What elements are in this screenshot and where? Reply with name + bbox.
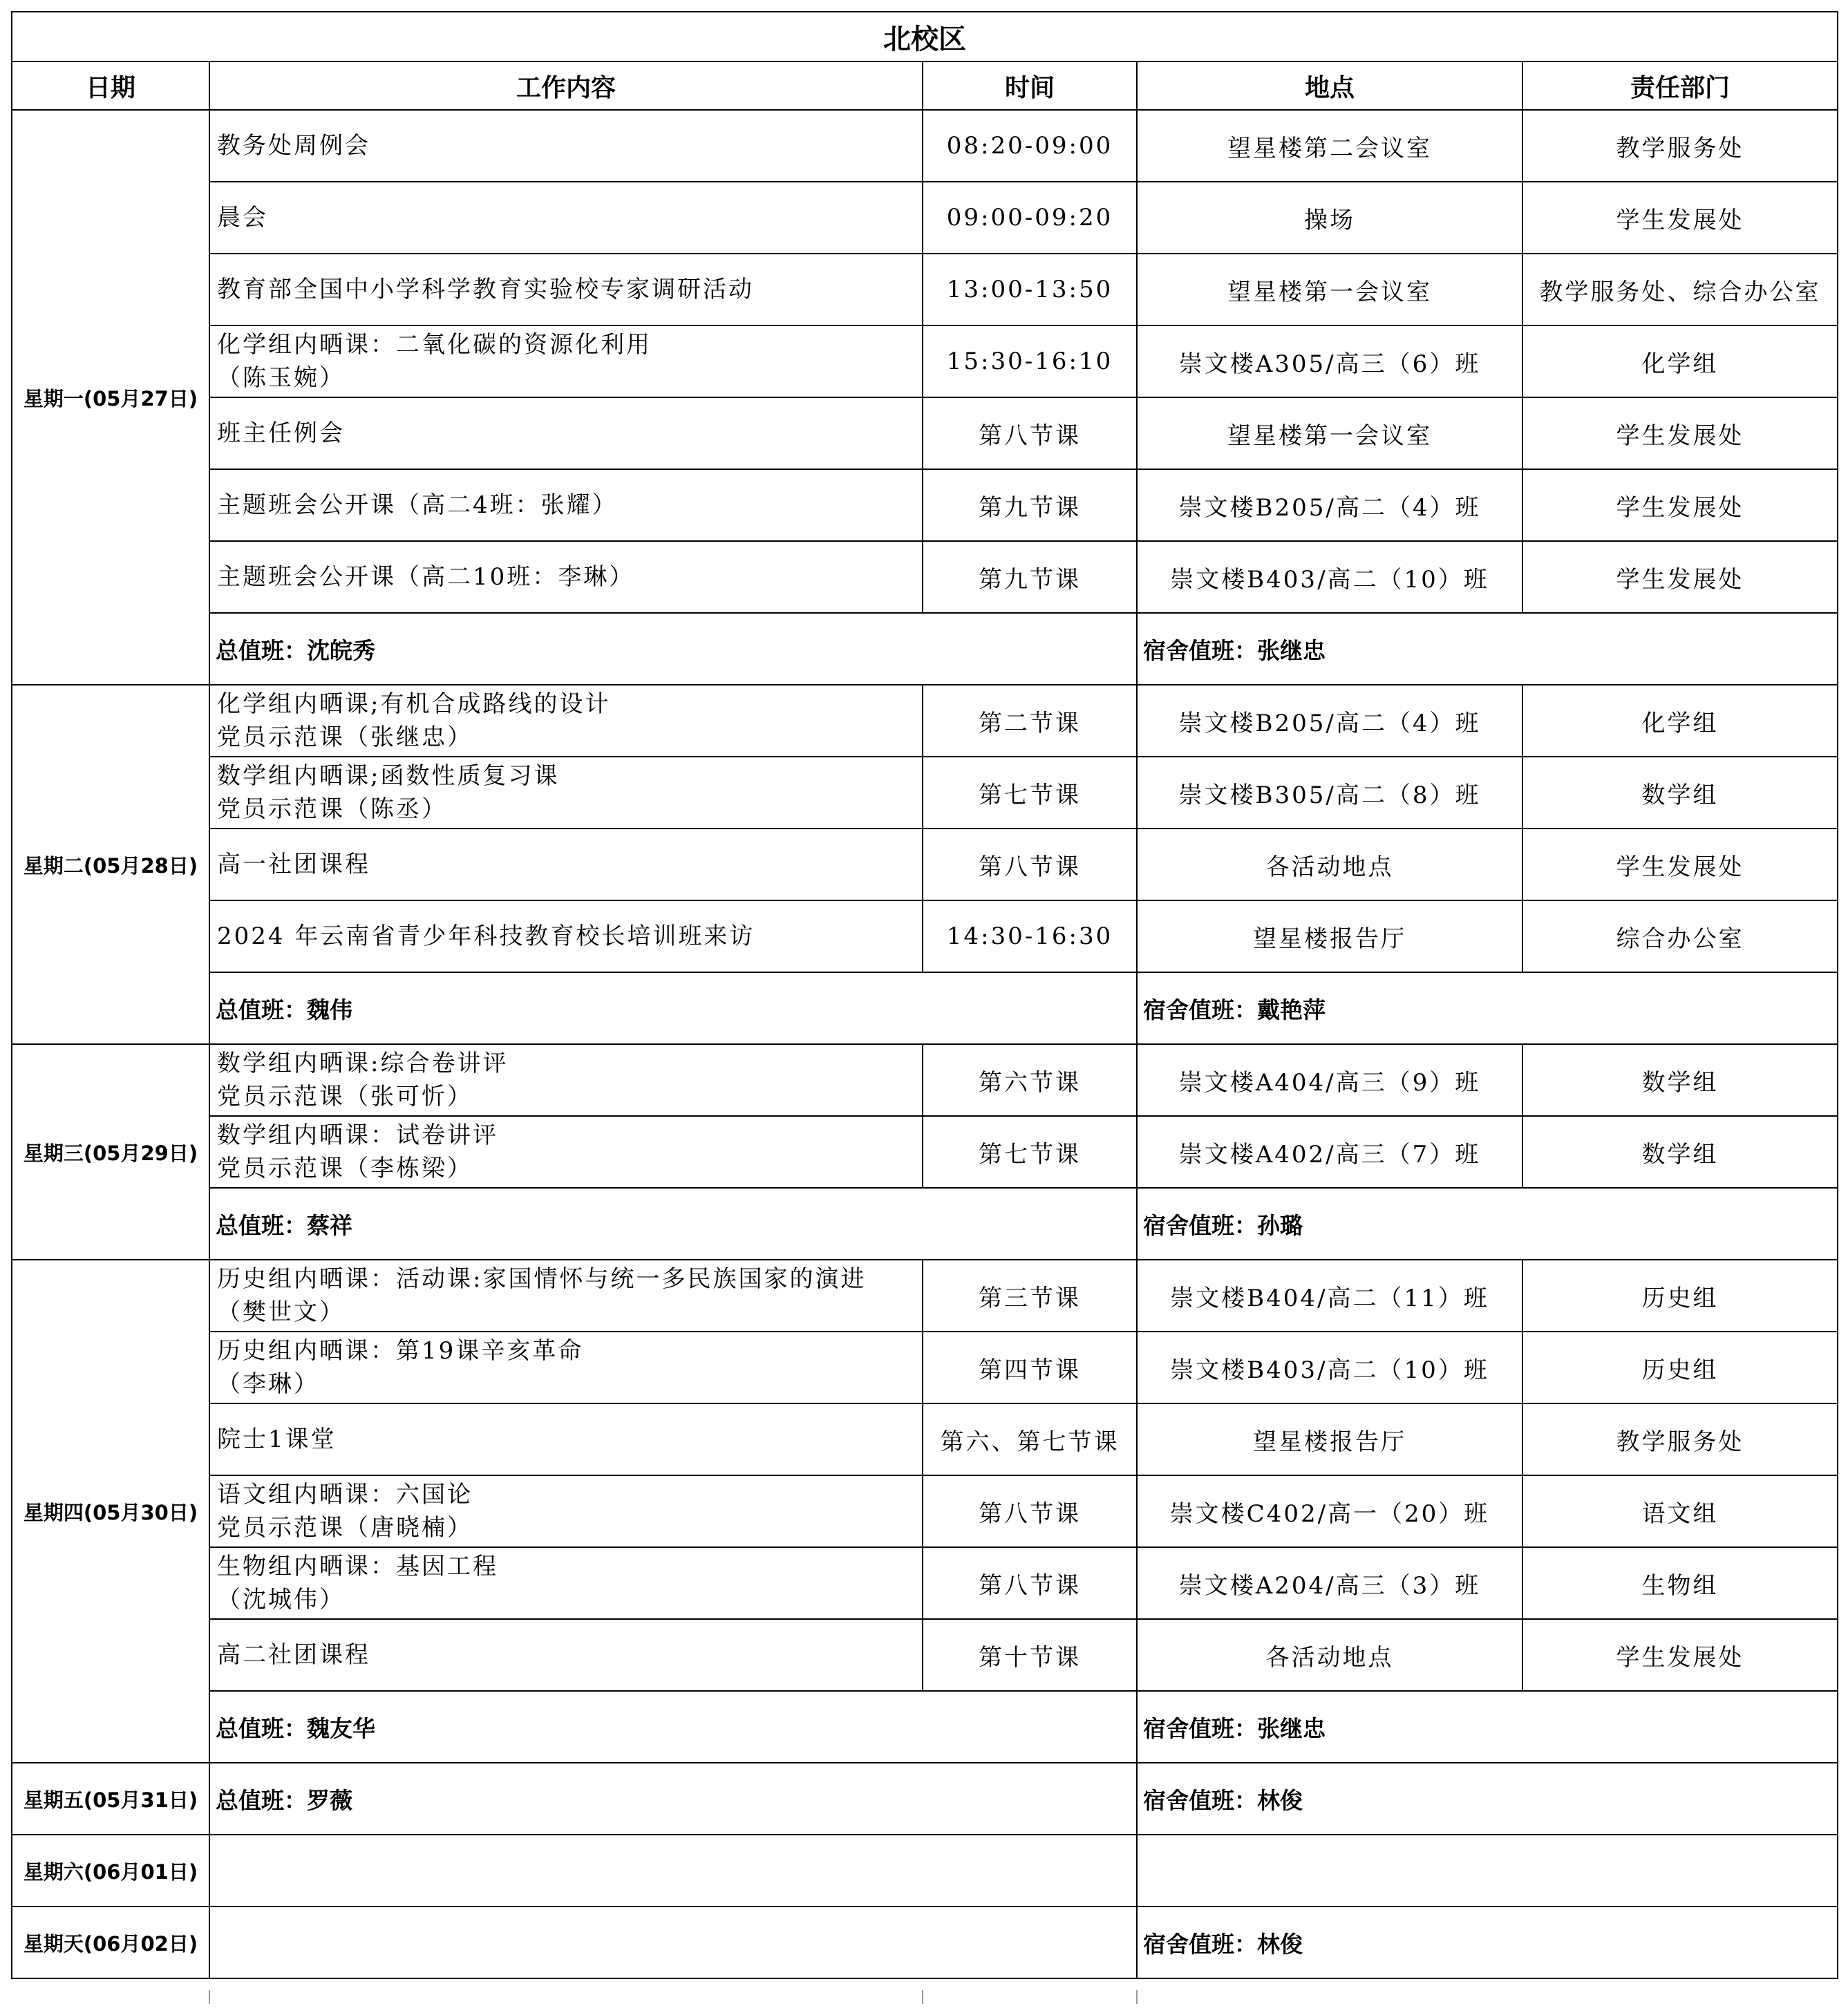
event-content-line: 化学组内晒课：二氧化碳的资源化利用 (217, 331, 652, 359)
event-content-line: 语文组内晒课：六国论 (217, 1481, 473, 1508)
event-place: 望星楼第一会议室 (1137, 254, 1522, 325)
event-time: 13:00-13:50 (923, 254, 1137, 325)
duty-row (12, 972, 1838, 1044)
duty-row (12, 1907, 1838, 1978)
dorm-duty-cell (1137, 1907, 1838, 1978)
event-dept: 历史组 (1522, 1332, 1838, 1403)
event-dept: 教学服务处、综合办公室 (1522, 254, 1838, 325)
general-duty-name: 魏友华 (307, 1714, 375, 1742)
event-place: 崇文楼A204/高三（3）班 (1137, 1547, 1522, 1619)
event-place: 崇文楼A305/高三（6）班 (1137, 325, 1522, 397)
general-duty-name: 蔡祥 (307, 1211, 352, 1239)
event-dept: 化学组 (1522, 325, 1838, 397)
event-place: 操场 (1137, 182, 1522, 254)
dorm-duty-label: 宿舍值班： (1143, 636, 1257, 664)
event-dept: 教学服务处 (1522, 110, 1838, 182)
event-dept: 学生发展处 (1522, 829, 1838, 900)
table-row (12, 182, 1838, 254)
general-duty-name: 沈皖秀 (307, 636, 375, 664)
event-content (209, 1475, 923, 1547)
general-duty-label: 总值班： (216, 636, 307, 664)
dorm-duty-name: 张继忠 (1257, 1714, 1326, 1742)
dorm-duty-cell (1137, 972, 1838, 1044)
event-dept: 数学组 (1522, 757, 1838, 829)
event-content-line: 党员示范课（陈丞） (217, 795, 447, 823)
event-place: 各活动地点 (1137, 1619, 1522, 1691)
general-duty-cell (209, 1691, 1137, 1763)
dorm-duty-label: 宿舍值班： (1143, 1211, 1257, 1239)
event-place: 望星楼第一会议室 (1137, 397, 1522, 469)
event-dept: 数学组 (1522, 1044, 1838, 1116)
event-content-line: 历史组内晒课：活动课:家国情怀与统一多民族国家的演进 (217, 1265, 867, 1293)
table-row (12, 1332, 1838, 1403)
event-place: 崇文楼B403/高二（10）班 (1137, 541, 1522, 613)
event-content (209, 1332, 923, 1403)
dorm-duty-label: 宿舍值班： (1143, 1930, 1257, 1958)
event-dept: 数学组 (1522, 1116, 1838, 1188)
event-content-line: 党员示范课（张继忠） (217, 723, 473, 751)
dorm-duty-label: 宿舍值班： (1143, 1714, 1257, 1742)
event-time: 第六、第七节课 (923, 1403, 1137, 1475)
event-time: 第三节课 (923, 1260, 1137, 1332)
general-duty-label: 总值班： (216, 1211, 307, 1239)
general-duty-cell (209, 1907, 1137, 1978)
event-place: 望星楼第二会议室 (1137, 110, 1522, 182)
event-time: 第七节课 (923, 1116, 1137, 1188)
event-place: 崇文楼B403/高二（10）班 (1137, 1332, 1522, 1403)
table-row (12, 1116, 1838, 1188)
event-content-line: （樊世文） (217, 1298, 345, 1326)
event-content (209, 254, 923, 325)
general-duty-cell (209, 972, 1137, 1044)
day-label: 星期三(05月29日) (12, 1044, 209, 1260)
general-duty-cell (209, 1763, 1137, 1835)
dorm-duty-name: 林俊 (1257, 1930, 1303, 1958)
table-row (12, 541, 1838, 613)
general-duty-cell (209, 1188, 1137, 1260)
table-row (12, 1403, 1838, 1475)
event-dept: 学生发展处 (1522, 182, 1838, 254)
event-time: 第九节课 (923, 541, 1137, 613)
general-duty-name: 罗薇 (307, 1786, 352, 1814)
dorm-duty-name: 林俊 (1257, 1786, 1303, 1814)
schedule-table (11, 11, 1838, 1979)
event-time: 第七节课 (923, 757, 1137, 829)
day-label: 星期四(05月30日) (12, 1260, 209, 1763)
duty-row (12, 1691, 1838, 1763)
general-duty-label: 总值班： (216, 996, 307, 1023)
table-row (12, 829, 1838, 900)
duty-row (12, 1188, 1838, 1260)
event-dept: 化学组 (1522, 685, 1838, 757)
table-row (12, 1260, 1838, 1332)
event-content-line: 数学组内晒课:综合卷讲评 (217, 1050, 509, 1077)
duty-row (12, 1835, 1838, 1907)
event-place: 崇文楼A402/高三（7）班 (1137, 1116, 1522, 1188)
dorm-duty-cell (1137, 1835, 1838, 1907)
event-time: 第六节课 (923, 1044, 1137, 1116)
event-dept: 历史组 (1522, 1260, 1838, 1332)
event-content-line: 主题班会公开课（高二10班：李琳） (217, 563, 635, 591)
event-time: 第十节课 (923, 1619, 1137, 1691)
dorm-duty-cell (1137, 613, 1838, 685)
event-dept: 学生发展处 (1522, 397, 1838, 469)
event-content (209, 1403, 923, 1475)
table-row (12, 1619, 1838, 1691)
event-content (209, 900, 923, 972)
event-place: 崇文楼B305/高二（8）班 (1137, 757, 1522, 829)
event-content-line: 生物组内晒课：基因工程 (217, 1553, 498, 1580)
event-dept: 教学服务处 (1522, 1403, 1838, 1475)
event-dept: 语文组 (1522, 1475, 1838, 1547)
general-duty-cell (209, 613, 1137, 685)
page-bottom-edge (11, 1990, 1837, 2004)
event-dept: 学生发展处 (1522, 469, 1838, 541)
dorm-duty-cell (1137, 1691, 1838, 1763)
event-time: 09:00-09:20 (923, 182, 1137, 254)
event-content-line: 教务处周例会 (217, 132, 370, 160)
event-content (209, 685, 923, 757)
event-content (209, 469, 923, 541)
event-time: 15:30-16:10 (923, 325, 1137, 397)
event-place: 望星楼报告厅 (1137, 1403, 1522, 1475)
event-content-line: 党员示范课（唐晓楠） (217, 1514, 473, 1542)
dorm-duty-label: 宿舍值班： (1143, 1786, 1257, 1814)
event-content-line: （沈城伟） (217, 1586, 345, 1614)
event-content-line: 党员示范课（张可忻） (217, 1083, 473, 1110)
table-row (12, 1044, 1838, 1116)
general-duty-cell (209, 1835, 1137, 1907)
table-row (12, 685, 1838, 757)
header-place: 地点 (1137, 62, 1522, 110)
event-content-line: 教育部全国中小学科学教育实验校专家调研活动 (217, 276, 754, 303)
event-content-line: 数学组内晒课：试卷讲评 (217, 1122, 498, 1149)
dorm-duty-name: 戴艳萍 (1257, 996, 1326, 1023)
event-time: 第八节课 (923, 1475, 1137, 1547)
event-time: 第八节课 (923, 829, 1137, 900)
event-content (209, 1547, 923, 1619)
general-duty-name: 魏伟 (307, 996, 352, 1023)
event-content (209, 541, 923, 613)
header-content: 工作内容 (209, 62, 923, 110)
table-row (12, 110, 1838, 182)
event-content-line: 党员示范课（李栋梁） (217, 1155, 473, 1182)
table-row (12, 469, 1838, 541)
event-place: 崇文楼B404/高二（11）班 (1137, 1260, 1522, 1332)
day-label: 星期二(05月28日) (12, 685, 209, 1044)
event-content (209, 110, 923, 182)
event-time: 第九节课 (923, 469, 1137, 541)
event-content-line: （陈玉婉） (217, 364, 345, 392)
event-content-line: 晨会 (217, 204, 268, 231)
day-label: 星期天(06月02日) (12, 1907, 209, 1978)
event-time: 第八节课 (923, 397, 1137, 469)
header-dept: 责任部门 (1522, 62, 1838, 110)
dorm-duty-cell (1137, 1188, 1838, 1260)
event-place: 崇文楼B205/高二（4）班 (1137, 469, 1522, 541)
event-place: 崇文楼A404/高三（9）班 (1137, 1044, 1522, 1116)
event-content-line: 班主任例会 (217, 419, 345, 447)
table-row (12, 900, 1838, 972)
event-content (209, 1116, 923, 1188)
table-row (12, 254, 1838, 325)
event-content (209, 182, 923, 254)
event-place: 崇文楼B205/高二（4）班 (1137, 685, 1522, 757)
event-time: 第八节课 (923, 1547, 1137, 1619)
event-time: 第二节课 (923, 685, 1137, 757)
event-content (209, 325, 923, 397)
event-content-line: 历史组内晒课：第19课辛亥革命 (217, 1337, 584, 1365)
event-content-line: 高一社团课程 (217, 851, 370, 878)
event-content (209, 397, 923, 469)
event-dept: 生物组 (1522, 1547, 1838, 1619)
event-time: 第四节课 (923, 1332, 1137, 1403)
event-content-line: 高二社团课程 (217, 1641, 370, 1669)
event-content (209, 1260, 923, 1332)
duty-row (12, 613, 1838, 685)
dorm-duty-name: 张继忠 (1257, 636, 1326, 664)
table-title: 北校区 (12, 12, 1838, 62)
dorm-duty-cell (1137, 1763, 1838, 1835)
header-date: 日期 (12, 62, 209, 110)
event-time: 14:30-16:30 (923, 900, 1137, 972)
event-place: 各活动地点 (1137, 829, 1522, 900)
event-content-line: 院士1课堂 (217, 1426, 337, 1453)
event-content-line: 主题班会公开课（高二4班：张耀） (217, 491, 618, 519)
event-content-line: 化学组内晒课;有机合成路线的设计 (217, 690, 611, 718)
day-label: 星期五(05月31日) (12, 1763, 209, 1835)
event-content (209, 757, 923, 829)
table-row (12, 757, 1838, 829)
dorm-duty-name: 孙璐 (1257, 1211, 1303, 1239)
event-dept: 学生发展处 (1522, 541, 1838, 613)
event-content-line: 数学组内晒课;函数性质复习课 (217, 762, 560, 790)
general-duty-label: 总值班： (216, 1714, 307, 1742)
event-content (209, 1044, 923, 1116)
event-content-line: 2024 年云南省青少年科技教育校长培训班来访 (217, 923, 755, 950)
day-label: 星期六(06月01日) (12, 1835, 209, 1907)
event-place: 望星楼报告厅 (1137, 900, 1522, 972)
event-content (209, 1619, 923, 1691)
table-row (12, 1547, 1838, 1619)
table-row (12, 325, 1838, 397)
day-label: 星期一(05月27日) (12, 110, 209, 685)
table-row (12, 397, 1838, 469)
dorm-duty-label: 宿舍值班： (1143, 996, 1257, 1023)
event-content (209, 829, 923, 900)
table-row (12, 1475, 1838, 1547)
header-time: 时间 (923, 62, 1137, 110)
event-place: 崇文楼C402/高一（20）班 (1137, 1475, 1522, 1547)
event-content-line: （李琳） (217, 1370, 319, 1398)
event-time: 08:20-09:00 (923, 110, 1137, 182)
event-dept: 学生发展处 (1522, 1619, 1838, 1691)
duty-row (12, 1763, 1838, 1835)
event-dept: 综合办公室 (1522, 900, 1838, 972)
general-duty-label: 总值班： (216, 1786, 307, 1814)
